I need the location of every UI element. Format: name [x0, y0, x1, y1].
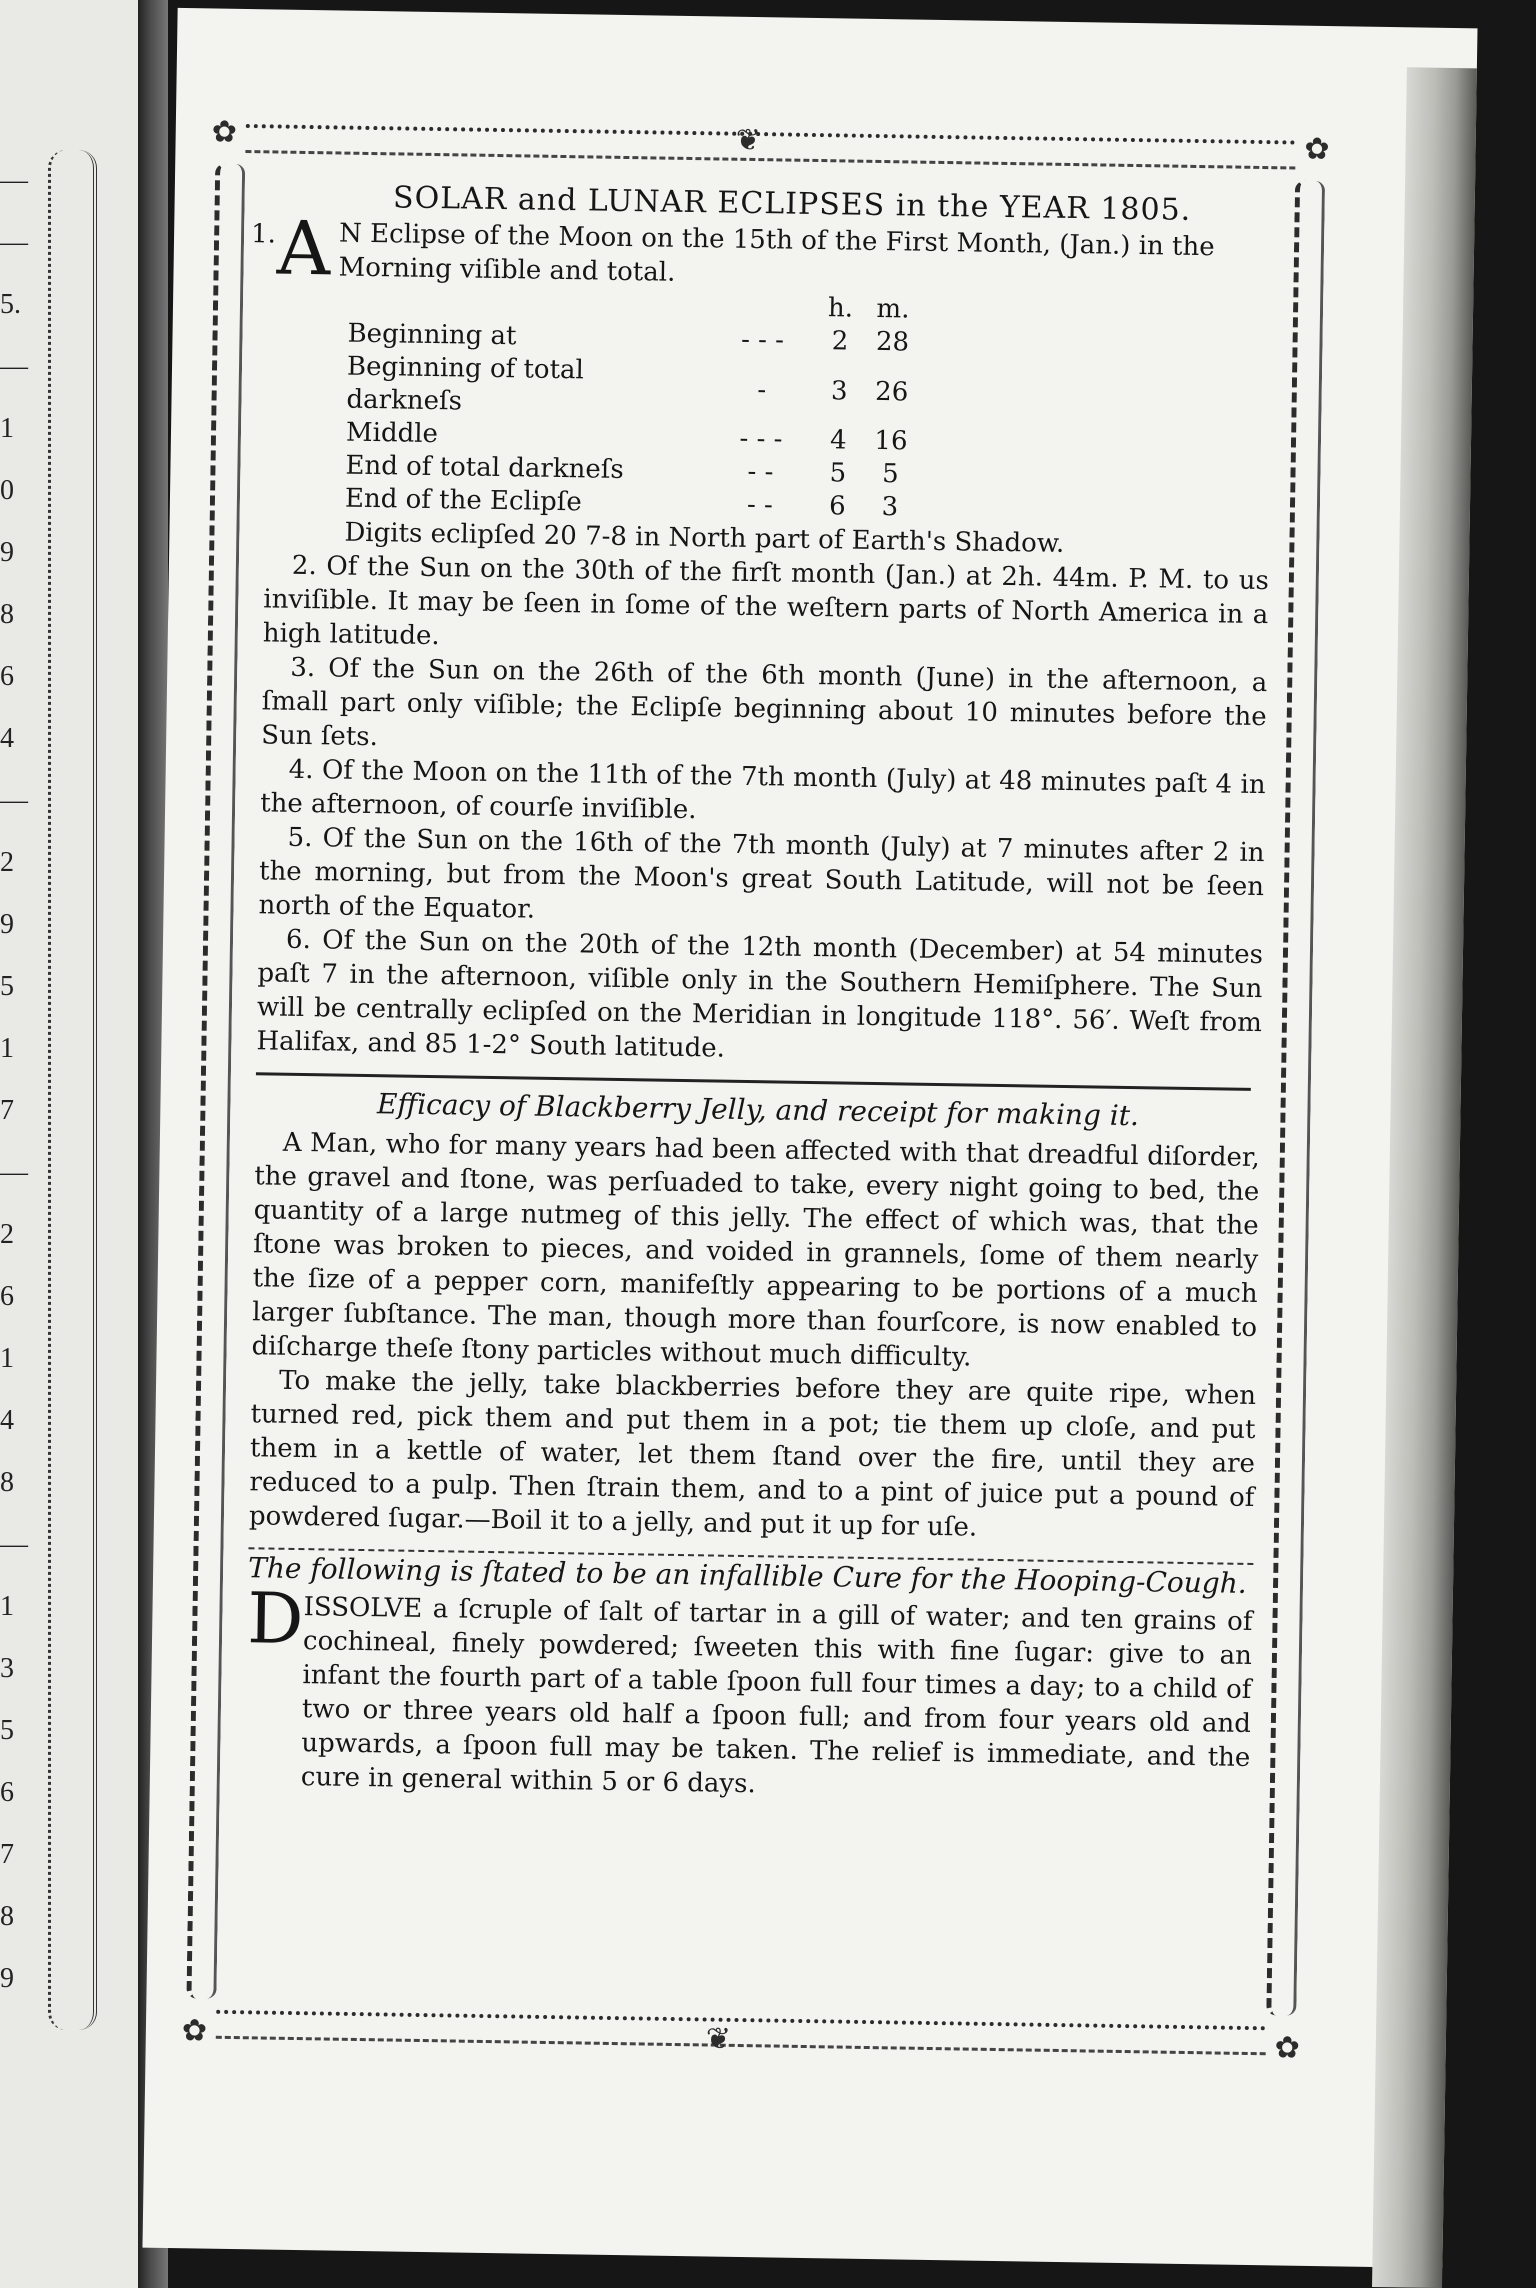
corner-ornament-icon: ✿ [211, 114, 238, 150]
right-vine [1266, 181, 1325, 2016]
eclipse-item-2: 2. Of the Sun on the 30th of the firſt month (Jan.) at 2h. 44m. P. M. to us inviſible. It may be ſeen in ſome of the weſtern parts of North America in a high latitude. [262, 550, 1270, 652]
eclipse-item-6: 6. Of the Sun on the 20th of the 12th month (December) at 54 minutes paſt 7 in the afternoon, viſible only in the Southern Hemiſphere. The Sun will be centrally eclipſed on the Meridian in longitude 118°. 56′. Weſt from Halifax, and 85 1-2° South latitude. [256, 924, 1264, 1064]
almanac-page [142, 8, 1477, 2268]
eclipse-item-5: 5. Of the Sun on the 16th of the 7th month (July) at 7 minutes after 2 in the morning, but from the Moon's great South Latitude, will not be ſeen north of the Equator. [258, 822, 1265, 925]
eclipse-times-table [344, 285, 1273, 564]
eclipse-item-1-text: N Eclipse of the Moon on the 15th of the First Month, (Jan.) in the Morning viſible and total. [338, 218, 1215, 288]
digits-eclipsed-line: Digits eclipſed 20 7-8 in North part of Earth's Shadow. [344, 517, 1065, 559]
hours-value: 2 [831, 326, 849, 357]
leader-dashes: - - [746, 489, 774, 521]
margin-number: 1 [0, 1343, 14, 1374]
leaf-ornament-icon: ❦ [735, 122, 762, 159]
hooping-cough-heading: The following is ſtated to be an infallible Cure for the Hooping-Cough. [248, 1547, 1253, 1601]
phase-label: End of total darkneſs [345, 450, 624, 485]
facing-page-margin-numbers [0, 150, 28, 2010]
hours-header: h. [827, 293, 854, 324]
ornamental-frame [181, 114, 1330, 2066]
drop-cap: D [246, 1577, 305, 1661]
phase-label: Beginning at [347, 318, 517, 352]
hours-value: 5 [829, 458, 847, 489]
facing-page [0, 0, 144, 2288]
bottom-garland [216, 2010, 1266, 2055]
phase-label: Beginning of total darkneſs [346, 351, 585, 417]
margin-number: — [0, 785, 28, 816]
hours-value: 3 [830, 375, 848, 406]
corner-ornament-icon: ✿ [1304, 131, 1330, 168]
blackberry-heading: Efficacy of Blackberry Jelly, and receipt for making it. [376, 1087, 1140, 1133]
margin-number: 1 [0, 1033, 14, 1064]
margin-number: 4 [0, 723, 14, 754]
minutes-value: 5 [881, 459, 899, 490]
margin-number: 9 [0, 909, 14, 940]
minutes-value: 28 [875, 326, 910, 358]
item-number: 1. [250, 219, 277, 250]
hours-value: 4 [829, 425, 847, 456]
times-row [346, 351, 922, 426]
drop-cap: A [276, 205, 332, 293]
margin-number: 5 [0, 1715, 14, 1746]
facing-page-border [48, 150, 97, 2030]
margin-number: — [0, 165, 28, 196]
minutes-value: 26 [874, 376, 909, 407]
margin-number: 6 [0, 661, 14, 692]
page-edge [1372, 67, 1477, 2288]
hooping-cough-text: ISSOLVE a ſcruple of ſalt of tartar in a gill of water; and ten grains of cochineal, finely powdered; ſweeten this with fine ſugar: give to an infant the fourth part of a table ſpoon full four times a day; to a child of two or three years old half a ſpoon full; and from four years old and upwards, a ſpoon full may be taken. The relief is immediate, and the cure in general within 5 or 6 days. [300, 1592, 1253, 1800]
eclipses-title: SOLAR and LUNAR ECLIPSES in the YEAR 1805. [392, 180, 1192, 228]
leader-dashes: - - [747, 456, 774, 488]
blackberry-paragraph-1: A Man, who for many years had been affected with that dreadful diſorder, the gravel and ſtone, was perſuaded to take, every night going to bed, the quantity of a large nutmeg of this jelly. The effect of which was, that the ſtone was broken to pieces, and voided in grannels, ſome of them nearly the ſize of a pepper corn, manifeſtly appearing to be portions of a much larger ſubſtance. The man, though more than fourſcore, is now enabled to diſcharge theſe ſtony particles without much difficulty. [251, 1127, 1260, 1373]
margin-number: 9 [0, 537, 14, 568]
margin-number: 6 [0, 1777, 14, 1808]
phase-label: End of the Eclipſe [344, 483, 583, 518]
hooping-cough-recipe [245, 1577, 1253, 1809]
margin-number: — [0, 227, 28, 258]
eclipse-item-4: 4. Of the Moon on the 11th of the 7th month (July) at 48 minutes paſt 4 in the afternoon, of courſe inviſible. [259, 754, 1266, 826]
margin-number: 8 [0, 599, 14, 630]
minutes-header: m. [876, 293, 910, 325]
leader-dashes: - - - [740, 324, 785, 356]
leader-dashes: - [757, 374, 767, 405]
corner-ornament-icon: ✿ [181, 2013, 208, 2049]
eclipse-item-3: 3. Of the Sun on the 26th of the 6th month (June) in the afternoon, a ſmall part only viſible; the Eclipſe beginning about 10 minutes before the Sun ſets. [261, 652, 1268, 753]
minutes-value: 3 [881, 492, 899, 523]
corner-ornament-icon: ✿ [1274, 2030, 1301, 2066]
margin-number: 8 [0, 1467, 14, 1498]
left-vine [186, 164, 245, 1999]
hours-value: 6 [828, 491, 846, 522]
leaf-ornament-icon: ❦ [705, 2021, 732, 2057]
margin-number: 0 [0, 475, 14, 506]
margin-number: 7 [0, 1095, 14, 1126]
margin-number: 2 [0, 1219, 14, 1250]
margin-number: — [0, 351, 28, 382]
margin-number: 5. [0, 289, 21, 320]
margin-number: — [0, 1157, 28, 1188]
margin-number: 1 [0, 413, 14, 444]
minutes-value: 16 [874, 425, 908, 457]
margin-number: 1 [0, 1591, 14, 1622]
top-garland [245, 124, 1295, 169]
margin-number: 4 [0, 1405, 14, 1436]
margin-number: 9 [0, 1963, 14, 1994]
page-content [245, 179, 1275, 1809]
margin-number: — [0, 1529, 28, 1560]
margin-number: 3 [0, 1653, 14, 1684]
leader-dashes: - - - [739, 423, 783, 455]
margin-number: 6 [0, 1281, 14, 1312]
margin-number: 7 [0, 1839, 14, 1870]
margin-number: 2 [0, 847, 14, 878]
phase-label: Middle [345, 417, 439, 450]
margin-number: 8 [0, 1901, 14, 1932]
blackberry-paragraph-2: To make the jelly, take blackberries before they are quite ripe, when turned red, pick them and put them in a pot; tie them up cloſe, and put them in a kettle of water, let them ſtand over the fire, until they are reduced to a pulp. Then ſtrain them, and to a pint of juice put a pound of powdered ſugar.—Boil it to a jelly, and put it up for uſe. [248, 1365, 1257, 1543]
margin-number: 5 [0, 971, 14, 1002]
